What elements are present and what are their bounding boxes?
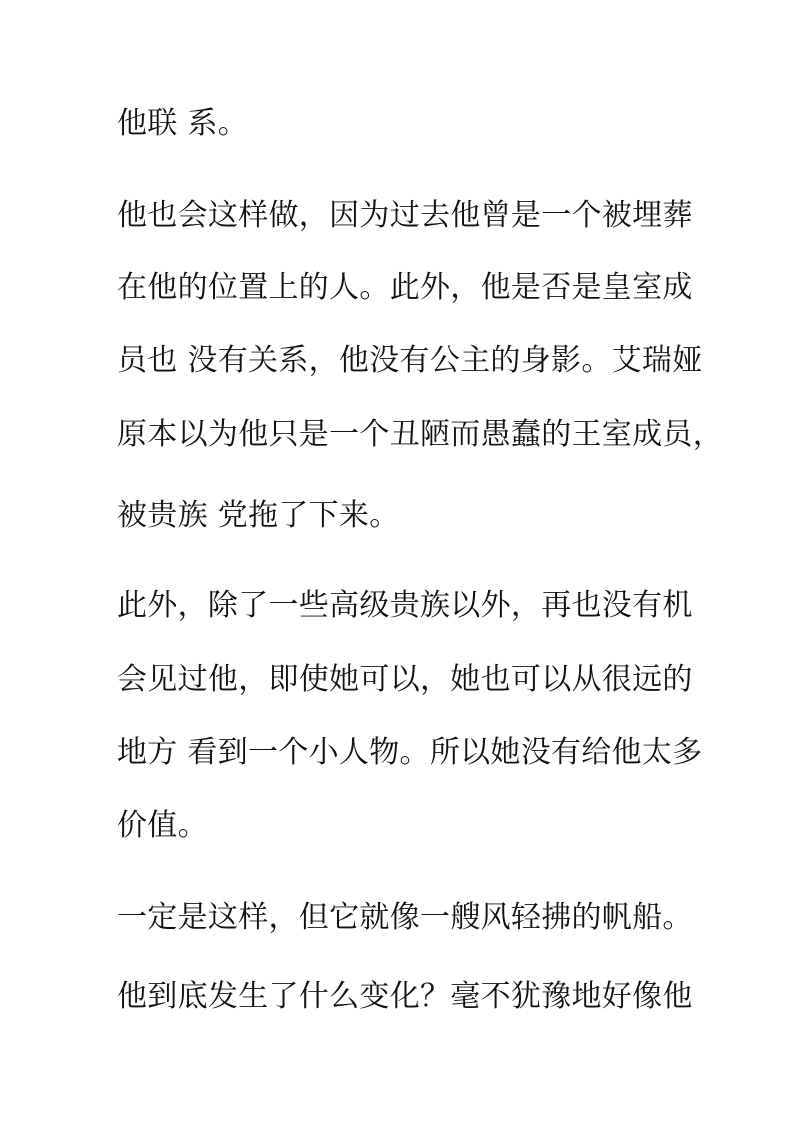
text-line: 会见过他，即使她可以，她也可以从很远的 — [117, 662, 693, 697]
text-line: 他到底发生了什么变化？毫不犹豫地好像他 — [117, 979, 693, 1014]
text-line: 一定是这样，但它就像一艘风轻拂的帆船。 — [117, 900, 693, 935]
text-line: 原本以为他只是一个丑陋而愚蠢的王室成员， — [117, 417, 723, 452]
text-line: 价值。 — [117, 808, 208, 843]
text-line: 在他的位置上的人。此外，他是否是皇室成 — [117, 270, 693, 305]
text-line: 他也会这样做，因为过去他曾是一个被埋葬 — [117, 198, 693, 233]
text-line: 员也 没有关系，他没有公主的身影。艾瑞娅 — [117, 343, 703, 378]
text-line: 地方 看到一个小人物。所以她没有给他太多 — [117, 735, 703, 770]
text-line: 被贵族 党拖了下来。 — [117, 498, 400, 533]
text-line: 此外，除了一些高级贵族以外，再也没有机 — [117, 588, 693, 623]
text-line: 他联 系。 — [117, 106, 249, 141]
